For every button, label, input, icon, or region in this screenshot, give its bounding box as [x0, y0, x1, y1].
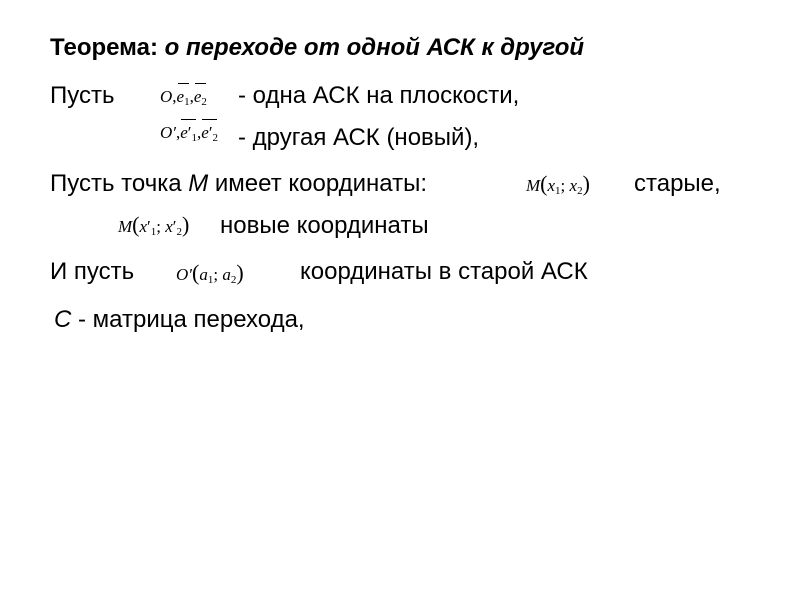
prime: ′: [187, 123, 192, 142]
line2-text: - другая АСК (новый),: [238, 124, 480, 151]
line3-text: [50, 170, 427, 198]
line6-text: [54, 306, 305, 334]
index: 1: [191, 132, 198, 144]
e: e: [180, 123, 188, 142]
semicolon: ;: [213, 265, 223, 284]
index: 1: [555, 185, 561, 197]
vector-e2: [194, 86, 207, 108]
formula-new-basis: [160, 122, 218, 144]
index: 2: [176, 226, 183, 238]
e: e: [176, 87, 185, 106]
vector-e2-prime: [201, 122, 218, 144]
point: M: [526, 176, 541, 195]
paren: ): [236, 260, 244, 285]
origin: O′: [176, 265, 192, 284]
index: 2: [212, 132, 219, 144]
theorem-heading: [50, 34, 584, 62]
paren: ): [182, 212, 190, 237]
line3-middle: имеет координаты:: [208, 170, 428, 197]
prime: ′: [208, 123, 213, 142]
vector-e1: [177, 86, 190, 108]
line3-suffix: старые,: [634, 170, 721, 197]
index: 1: [207, 274, 214, 286]
index: 1: [184, 96, 190, 108]
line1-word: Пусть: [50, 82, 115, 109]
prime: ′: [147, 217, 151, 236]
line6-rest: - матрица перехода,: [71, 306, 305, 333]
line4-text: новые координаты: [220, 212, 429, 239]
vector-e1-prime: [180, 122, 197, 144]
origin-o: O: [160, 87, 173, 106]
line5-word: И пусть: [50, 258, 135, 285]
prime: ′: [172, 217, 177, 236]
formula-new-coords: [118, 214, 189, 238]
semicolon: ;: [560, 176, 570, 195]
e: e: [201, 123, 209, 142]
x: x: [165, 217, 173, 236]
theorem-title: о переходе от одной АСК к другой: [164, 34, 585, 61]
paren: (: [192, 260, 200, 285]
formula-origin-shift: [176, 262, 244, 286]
paren: (: [132, 212, 140, 237]
theorem-label: Теорема:: [50, 34, 158, 61]
sep: ,: [189, 87, 194, 106]
semicolon: ;: [156, 217, 166, 236]
formula-old-basis: [160, 86, 207, 108]
index: 2: [577, 185, 583, 197]
index: 1: [150, 226, 157, 238]
line5-text: координаты в старой АСК: [300, 258, 588, 285]
line3-prefix: Пусть точка: [50, 170, 189, 197]
sep: ,: [172, 87, 177, 106]
x: x: [139, 217, 148, 236]
point: M: [118, 217, 133, 236]
paren: ): [582, 171, 590, 196]
line1-text: - одна АСК на плоскости,: [238, 82, 520, 109]
sep: ,: [176, 123, 181, 142]
paren: (: [540, 171, 548, 196]
a: a: [199, 265, 208, 284]
sep: ,: [197, 123, 202, 142]
e: e: [193, 87, 202, 106]
index: 2: [201, 96, 207, 108]
a: a: [222, 265, 231, 284]
x: x: [547, 176, 556, 195]
matrix-c: C: [54, 306, 72, 333]
index: 2: [230, 274, 237, 286]
formula-old-coords: [526, 173, 590, 197]
point-m: M: [188, 170, 209, 197]
x: x: [569, 176, 578, 195]
origin-o-prime: O′: [160, 123, 176, 142]
